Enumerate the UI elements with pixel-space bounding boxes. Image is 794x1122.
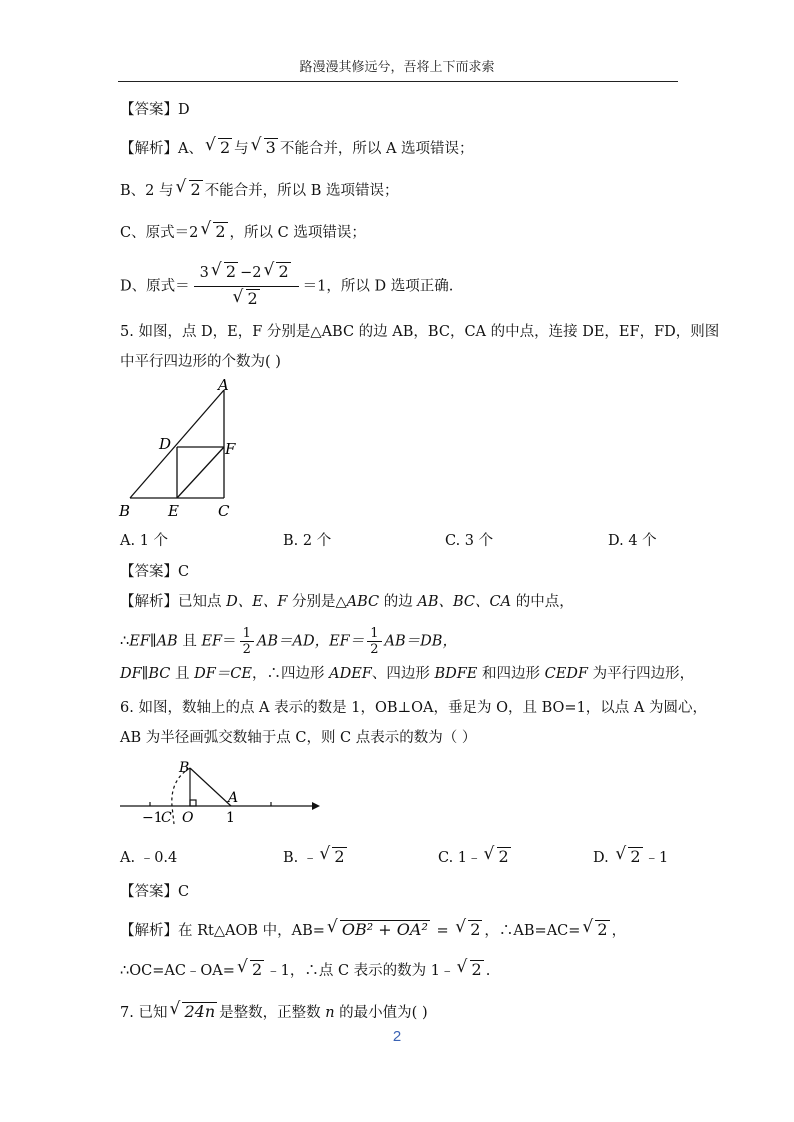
right-angle-mark bbox=[190, 800, 196, 806]
answer-value: C bbox=[178, 884, 190, 900]
text: ，∴四边形 bbox=[252, 666, 330, 682]
text: ，所以 C 选项错误； bbox=[229, 225, 366, 241]
text: 为平行四边形， bbox=[588, 666, 695, 682]
q6-analysis-line2 bbox=[120, 960, 490, 981]
text: D、原式＝ bbox=[120, 278, 190, 295]
fraction-half bbox=[367, 626, 381, 657]
label-o: O bbox=[182, 810, 194, 826]
denominator: 2 bbox=[370, 642, 379, 657]
text: AB＝DB， bbox=[384, 633, 457, 650]
q4-analysis-c bbox=[120, 222, 366, 243]
text: 与 bbox=[234, 141, 249, 157]
q6-option-d[interactable] bbox=[593, 846, 668, 867]
fraction bbox=[194, 262, 299, 311]
radicand: 2 bbox=[471, 960, 482, 979]
answer-label: 【答案】 bbox=[120, 884, 178, 900]
page-number: 2 bbox=[392, 1028, 402, 1045]
text: 且 bbox=[177, 633, 202, 650]
text: ﹣1 bbox=[644, 850, 669, 866]
header-motto: 路漫漫其修远兮，吾将上下而求索 bbox=[299, 60, 495, 75]
text: ABC bbox=[346, 594, 380, 610]
sqrt bbox=[615, 847, 642, 866]
q5-text-line2: 中平行四边形的个数为( ) bbox=[120, 354, 281, 370]
text: 7. 已知 bbox=[120, 1005, 168, 1021]
sqrt bbox=[200, 222, 227, 243]
q5-analysis-line1 bbox=[120, 592, 574, 612]
label-one: 1 bbox=[226, 810, 235, 826]
text: 不能合并，所以 B 选项错误； bbox=[204, 183, 399, 199]
radicand: 2 bbox=[190, 180, 201, 199]
label-a: A bbox=[218, 376, 229, 394]
text: ，∴AB=AC= bbox=[484, 923, 581, 939]
text: 在 Rt△AOB 中，AB= bbox=[178, 923, 325, 939]
text: 的中点， bbox=[511, 594, 574, 610]
sqrt bbox=[319, 847, 346, 866]
analysis-label: 【解析】 bbox=[120, 594, 178, 610]
text: EF∥AB bbox=[129, 633, 178, 650]
answer-value: C bbox=[178, 564, 190, 580]
text: 分别是△ bbox=[287, 594, 347, 610]
radicand: 3 bbox=[265, 138, 276, 157]
radicand: OB² + OA² bbox=[341, 920, 428, 939]
text: 且 bbox=[170, 666, 195, 682]
text: 是整数，正整数 bbox=[219, 1005, 326, 1021]
text: EF bbox=[201, 633, 223, 650]
text: ADEF bbox=[329, 666, 372, 682]
text: BDFE bbox=[434, 666, 478, 682]
segment-ef bbox=[177, 447, 224, 498]
sqrt bbox=[211, 262, 238, 284]
text: 不能合并，所以 A 选项错误； bbox=[279, 141, 474, 157]
radicand: 2 bbox=[470, 920, 481, 939]
numerator: 1 bbox=[240, 626, 254, 642]
text: CEDF bbox=[544, 666, 588, 682]
sqrt bbox=[327, 920, 430, 941]
q5-text-line1: 5. 如图，点 D，E，F 分别是△ABC 的边 AB，BC，CA 的中点，连接 DE，EF，FD，则图 bbox=[120, 324, 720, 340]
answer-value: D bbox=[178, 102, 190, 118]
sqrt bbox=[233, 289, 260, 311]
radicand: 2 bbox=[597, 920, 608, 939]
text: 的边 bbox=[379, 594, 418, 610]
radicand: 2 bbox=[498, 847, 509, 866]
text: 、四边形 bbox=[371, 666, 435, 682]
q5-option-d[interactable]: D. 4 个 bbox=[608, 533, 657, 549]
q5-option-b[interactable]: B. 2 个 bbox=[283, 533, 332, 549]
text: B、2 与 bbox=[120, 183, 174, 199]
q5-analysis-line2 bbox=[120, 626, 457, 657]
text: 3 bbox=[199, 265, 209, 281]
text: 的最小值为( ) bbox=[334, 1005, 428, 1021]
label-c: C bbox=[161, 810, 172, 826]
text: D. bbox=[593, 850, 614, 866]
label-c: C bbox=[218, 502, 230, 520]
q4-analysis-a bbox=[120, 138, 474, 159]
label-d: D bbox=[159, 435, 172, 453]
header-rule bbox=[118, 81, 678, 82]
answer-label: 【答案】 bbox=[120, 102, 178, 118]
label-b: B bbox=[119, 502, 131, 520]
sqrt bbox=[455, 920, 482, 941]
q6-option-a[interactable]: A. ﹣0.4 bbox=[120, 850, 178, 866]
label-f: F bbox=[225, 440, 236, 458]
text: A、 bbox=[178, 141, 203, 157]
q6-analysis-line1 bbox=[120, 920, 626, 941]
radicand: 2 bbox=[247, 289, 258, 308]
text: = bbox=[431, 923, 454, 939]
radicand: 2 bbox=[215, 222, 226, 241]
sqrt bbox=[176, 180, 203, 201]
q6-number-line-figure bbox=[114, 756, 324, 828]
text: 已知点 bbox=[178, 594, 227, 610]
text: AB、BC、CA bbox=[417, 594, 512, 610]
sqrt bbox=[237, 960, 264, 981]
text: n bbox=[325, 1005, 335, 1021]
radicand: 2 bbox=[278, 262, 289, 281]
text: ∴ bbox=[120, 633, 130, 650]
text: ＝ bbox=[222, 633, 237, 650]
radicand: 24n bbox=[184, 1002, 216, 1021]
sqrt bbox=[484, 847, 511, 866]
sqrt bbox=[457, 960, 484, 981]
text: C、原式＝2 bbox=[120, 225, 199, 241]
label-b: B bbox=[179, 760, 190, 776]
numerator: 1 bbox=[367, 626, 381, 642]
label-a: A bbox=[228, 790, 239, 806]
text: . bbox=[485, 963, 491, 979]
analysis-label: 【解析】 bbox=[120, 923, 178, 939]
text: B. ﹣ bbox=[283, 850, 318, 866]
text: ， bbox=[611, 923, 627, 939]
text: DF∥BC bbox=[120, 666, 171, 682]
text: D、E、F bbox=[226, 594, 288, 610]
q5-analysis-line3 bbox=[120, 664, 694, 684]
q6-option-b[interactable] bbox=[283, 846, 349, 867]
q5-triangle-figure bbox=[112, 372, 252, 522]
sqrt bbox=[251, 138, 278, 159]
radicand: 2 bbox=[334, 847, 345, 866]
sqrt bbox=[169, 1002, 217, 1023]
radicand: 2 bbox=[219, 138, 231, 157]
radicand: 2 bbox=[225, 262, 237, 281]
q6-text-line2: AB 为半径画弧交数轴于点 C，则 C 点表示的数为（ ） bbox=[120, 730, 477, 746]
denominator bbox=[194, 287, 299, 311]
sqrt bbox=[263, 262, 290, 284]
text: AB＝AD，EF＝ bbox=[256, 633, 365, 650]
text: C. 1﹣ bbox=[438, 850, 482, 866]
text: ＝1，所以 D 选项正确. bbox=[302, 278, 454, 295]
q5-answer bbox=[120, 562, 189, 582]
sqrt bbox=[582, 920, 609, 941]
q5-option-a[interactable]: A. 1 个 bbox=[120, 533, 169, 549]
q4-analysis-b bbox=[120, 180, 399, 201]
text: −2 bbox=[240, 265, 262, 281]
text: ∴OC=AC﹣OA= bbox=[120, 963, 235, 979]
q4-answer bbox=[120, 100, 190, 120]
q6-option-c[interactable] bbox=[438, 846, 513, 867]
radicand: 2 bbox=[251, 960, 263, 979]
sqrt bbox=[205, 138, 232, 159]
answer-label: 【答案】 bbox=[120, 564, 178, 580]
q4-analysis-d bbox=[120, 262, 453, 311]
denominator: 2 bbox=[242, 642, 251, 657]
text: ﹣1，∴点 C 表示的数为 1﹣ bbox=[266, 963, 455, 979]
label-e: E bbox=[168, 502, 179, 520]
q6-text-line1: 6. 如图，数轴上的点 A 表示的数是 1，OB⊥OA，垂足为 O，且 BO=1，以点 A 为圆心， bbox=[120, 700, 707, 716]
text: DF＝CE bbox=[194, 666, 252, 682]
axis-arrow bbox=[312, 802, 320, 810]
radicand: 2 bbox=[630, 847, 641, 866]
analysis-label: 【解析】 bbox=[120, 141, 178, 157]
q6-answer bbox=[120, 882, 189, 902]
q5-option-c[interactable]: C. 3 个 bbox=[445, 533, 494, 549]
text: 和四边形 bbox=[477, 666, 545, 682]
fraction-half bbox=[240, 626, 254, 657]
q7-text bbox=[120, 1002, 428, 1023]
numerator bbox=[194, 262, 299, 287]
label-minus1: −1 bbox=[142, 810, 163, 826]
